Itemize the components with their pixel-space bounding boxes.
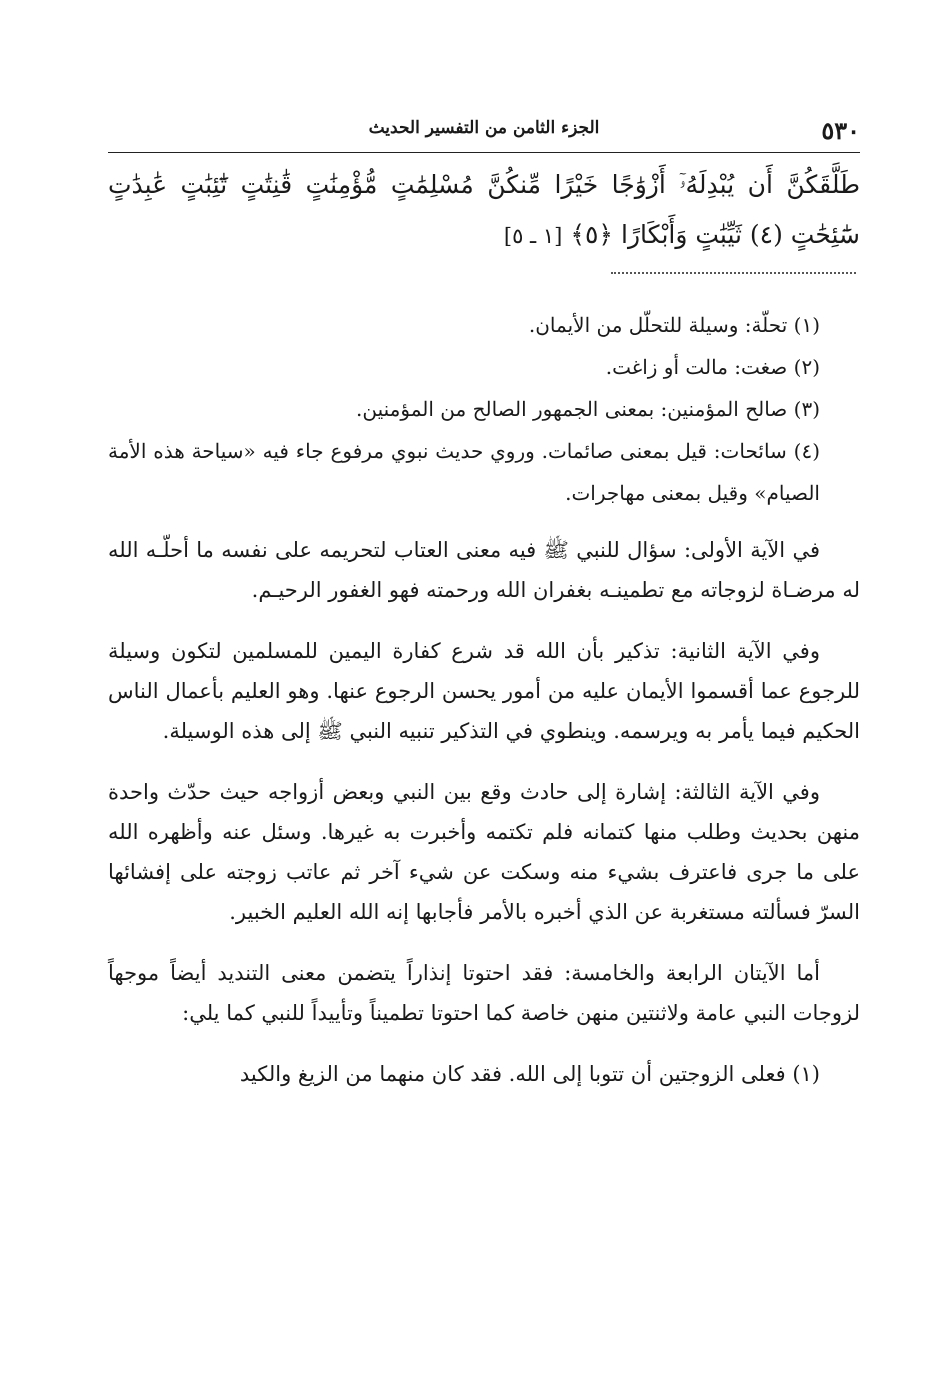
footnote-4: (٤) سائحات: قيل بمعنى صائمات. وروي حديث نبوي مرفوع جاء فيه «سياحة هذه الأمة الصيام» وقيل بمعنى مهاجرات. — [108, 439, 820, 505]
commentary-text — [108, 530, 860, 1115]
verse-reference: [١ ـ ٥] — [503, 224, 563, 248]
running-title: الجزء الثامن من التفسير الحديث — [368, 118, 600, 138]
footnotes — [108, 304, 860, 514]
paragraph-3: وفي الآية الثالثة: إشارة إلى حادث وقع بين النبي وبعض أزواجه حيث حدّث واحدة منهن بحديث وطلب منها كتمانه فلم تكتمه وأخبرت به غيرها. وسئل عنه وأظهره الله على ما جرى فاعترف بشيء منه وسكت عن شيء آخر ثم عاتب زوجته على إفشائها السرّ فسألته مستغربة عن الذي أخبره بالأمر فأجابها إنه الله العليم الخبير. — [108, 780, 860, 924]
paragraph-5: (١) فعلى الزوجتين أن تتوبا إلى الله. فقد كان منهما من الزيغ والكيد — [239, 1062, 820, 1086]
footnote-2: (٢) صغت: مالت أو زاغت. — [605, 355, 820, 379]
page-number: ٥٣٠ — [821, 116, 860, 145]
quran-verse-text: طَلَّقَكُنَّ أَن يُبْدِلَهُۥٓ أَزْوَٰجًا خَيْرًا مِّنكُنَّ مُسْلِمَٰتٍ مُّؤْمِنَٰتٍ قَٰنِتَٰتٍ تَٰٓئِبَٰتٍ عَٰبِدَٰتٍ سَٰٓئِحَٰتٍ (٤) ثَيِّبَٰتٍ وَأَبْكَارًا ﴿٥﴾ — [108, 170, 860, 249]
paragraph-4: أما الآيتان الرابعة والخامسة: فقد احتوتا إنذاراً يتضمن معنى التنديد أيضاً موجهاً لزوجات النبي عامة ولاثنتين منهن خاصة كما احتوتا تطميناً وتأييداً للنبي كما يلي: — [108, 961, 860, 1025]
footnote-1: (١) تحلّة: وسيلة للتحلّل من الأيمان. — [528, 313, 820, 337]
paragraph-1: في الآية الأولى: سؤال للنبي ﷺ فيه معنى العتاب لتحريمه على نفسه ما أحلّـه الله له مرضـاة لزوجاته مع تطمينـه بغفران الله ورحمته فهو الغفور الرحيـم. — [108, 538, 860, 602]
footnote-separator — [611, 272, 856, 274]
paragraph-2: وفي الآية الثانية: تذكير بأن الله قد شرع كفارة اليمين للمسلمين لتكون وسيلة للرجوع عما أقسموا الأيمان عليه من أمور يحسن الرجوع عنها. وهو العليم بأعمال الناس الحكيم فيما يأمر به ويرسمه. وينطوي في التذكير تنبيه النبي ﷺ إلى هذه الوسيلة. — [108, 639, 860, 743]
quran-verse-block — [108, 160, 860, 261]
footnote-3: (٣) صالح المؤمنين: بمعنى الجمهور الصالح من المؤمنين. — [356, 397, 820, 421]
page-header — [108, 112, 860, 153]
